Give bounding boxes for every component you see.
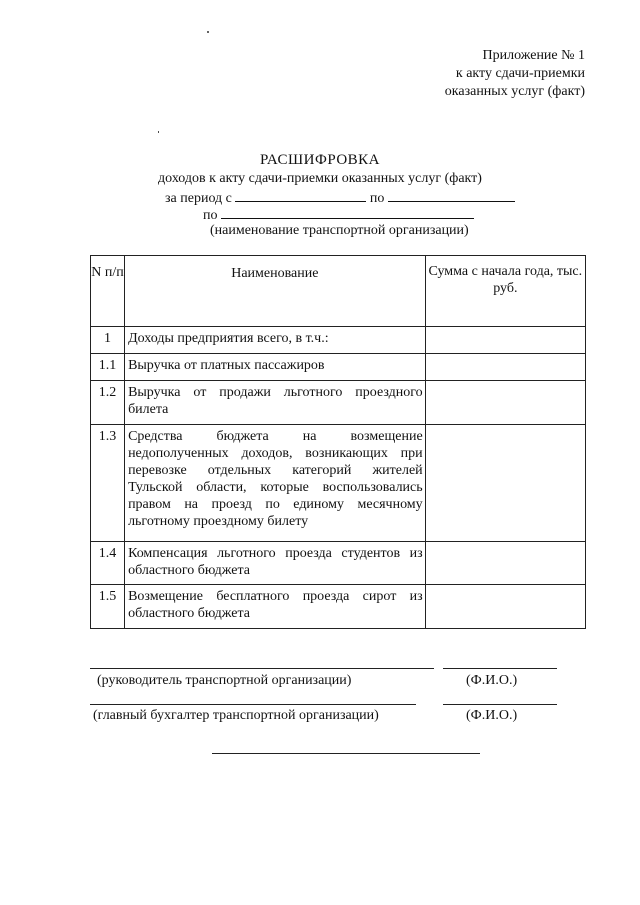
head-fio-line[interactable] — [443, 668, 557, 669]
document-subtitle: доходов к акту сдачи-приемки оказанных услуг (факт) — [158, 171, 482, 186]
row-sum-field[interactable] — [425, 542, 585, 585]
row-number: 1.5 — [91, 585, 125, 629]
table-row — [91, 425, 586, 542]
closing-line — [212, 753, 480, 754]
head-signature-caption: (руководитель транспортной организации) — [97, 673, 352, 688]
document-title: РАСШИФРОВКА — [259, 152, 381, 168]
row-sum-field[interactable] — [425, 381, 585, 425]
row-name: Выручка от продажи льготного проездного билета — [125, 381, 426, 425]
appendix-line-3: оказанных услуг (факт) — [444, 84, 585, 99]
appendix-reference — [380, 47, 585, 101]
header-number: N п/п — [91, 256, 125, 327]
header-sum: Сумма с начала года, тыс. руб. — [425, 256, 585, 327]
head-signature-line[interactable] — [90, 668, 434, 669]
table-row — [91, 354, 586, 381]
row-number: 1.2 — [91, 381, 125, 425]
organization-prefix: по — [203, 208, 218, 223]
row-name: Выручка от платных пассажиров — [125, 354, 426, 381]
row-name: Компенсация льготного проезда студентов из областного бюджета — [125, 542, 426, 585]
row-number: 1.1 — [91, 354, 125, 381]
scan-speck — [207, 31, 209, 33]
accountant-fio-line[interactable] — [443, 704, 557, 705]
row-sum-field[interactable] — [425, 327, 585, 354]
period-from-field[interactable] — [235, 189, 366, 202]
income-breakdown-table — [90, 255, 586, 629]
period-to-field[interactable] — [388, 189, 515, 202]
accountant-signature-caption: (главный бухгалтер транспортной организации) — [93, 708, 379, 723]
header-name: Наименование — [125, 256, 426, 327]
head-fio-caption: (Ф.И.О.) — [466, 673, 518, 688]
table-row — [91, 381, 586, 425]
period-to-label: по — [369, 191, 385, 206]
row-sum-field[interactable] — [425, 585, 585, 629]
row-number: 1 — [91, 327, 125, 354]
period-prefix: за период с — [165, 191, 232, 206]
appendix-line-1: Приложение № 1 — [482, 48, 585, 63]
organization-caption: (наименование транспортной организации) — [210, 223, 469, 238]
accountant-fio-caption: (Ф.И.О.) — [466, 708, 518, 723]
row-sum-field[interactable] — [425, 354, 585, 381]
row-sum-field[interactable] — [425, 425, 585, 542]
row-name: Доходы предприятия всего, в т.ч.: — [125, 327, 426, 354]
scan-speck — [158, 131, 159, 133]
table-header-row — [91, 256, 586, 327]
table-row — [91, 585, 586, 629]
row-number: 1.4 — [91, 542, 125, 585]
organization-field[interactable] — [221, 206, 474, 219]
table-row — [91, 542, 586, 585]
appendix-line-2: к акту сдачи-приемки — [455, 66, 585, 81]
row-name: Возмещение бесплатного проезда сирот из областного бюджета — [125, 585, 426, 629]
accountant-signature-line[interactable] — [90, 704, 416, 705]
row-number: 1.3 — [91, 425, 125, 542]
row-name: Средства бюджета на возмещение недополученных доходов, возникающих при перевозке отдельных категорий жителей Тульской области, которые воспользовались правом на проезд по единому месячному льготному проездному билету — [125, 425, 426, 542]
table-row — [91, 327, 586, 354]
